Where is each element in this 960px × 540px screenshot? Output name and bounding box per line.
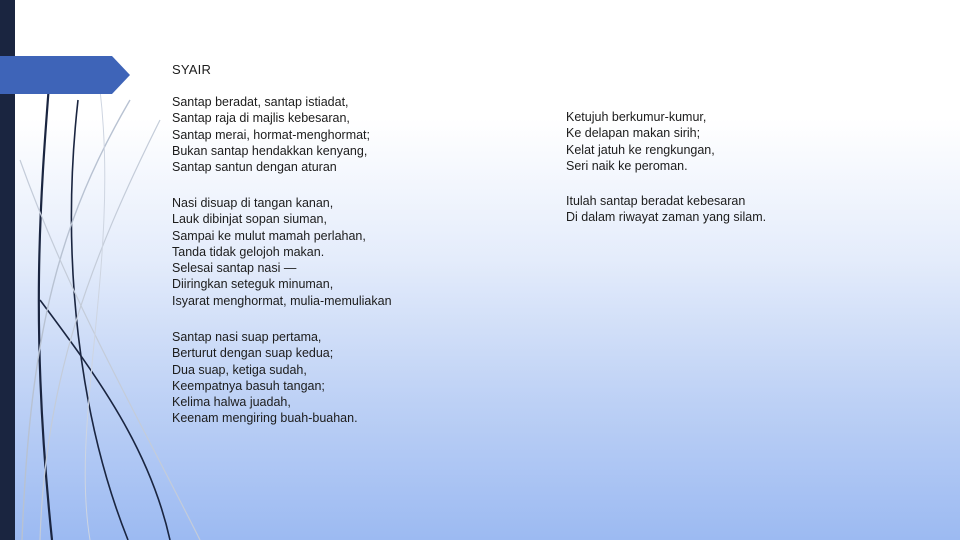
poem-line: Santap beradat, santap istiadat, [172, 95, 349, 109]
poem-line: Sampai ke mulut mamah perlahan, [172, 228, 366, 243]
poem-line: Ketujuh berkumur-kumur, [566, 110, 707, 124]
poem-line: Bukan santap hendakkan kenyang, [172, 143, 368, 158]
accent-tab [0, 56, 130, 94]
poem-stanza [172, 94, 370, 175]
curve-line [40, 300, 170, 540]
poem-line: Kelima halwa juadah, [172, 395, 291, 410]
poem-line: Diiringkan seteguk minuman, [172, 277, 334, 292]
poem-line: Santap raja di majlis kebesaran, [172, 111, 350, 126]
poem-stanza [566, 109, 715, 174]
poem-line: Berturut dengan suap kedua; [172, 346, 334, 361]
poem-line: Tanda tidak gelojoh makan. [172, 244, 325, 259]
poem-stanza [566, 193, 766, 226]
poem-line: Selesai santap nasi — [172, 261, 297, 276]
curve-line [22, 100, 130, 540]
poem-stanza [172, 329, 358, 427]
poem-line: Di dalam riwayat zaman yang silam. [566, 210, 767, 225]
poem-stanza [172, 195, 392, 309]
poem-line: Keempatnya basuh tangan; [172, 378, 325, 393]
poem-line: Santap santun dengan aturan [172, 160, 337, 175]
poem-line: Keenam mengiring buah-buahan. [172, 411, 358, 426]
curve-line [40, 120, 160, 540]
poem-line: Kelat jatuh ke rengkungan, [566, 142, 715, 157]
slide-title: SYAIR [172, 62, 212, 77]
poem-line: Seri naik ke peroman. [566, 158, 688, 173]
poem-line: Dua suap, ketiga sudah, [172, 362, 307, 377]
poem-line: Itulah santap beradat kebesaran [566, 194, 746, 208]
curve-line [39, 72, 52, 540]
poem-line: Santap nasi suap pertama, [172, 330, 322, 344]
curve-line [71, 100, 128, 540]
poem-line: Santap merai, hormat-menghormat; [172, 127, 371, 142]
poem-line: Isyarat menghormat, mulia-memuliakan [172, 293, 392, 308]
poem-line: Lauk dibinjat sopan siuman, [172, 212, 327, 227]
curve-line [85, 90, 105, 540]
poem-line: Ke delapan makan sirih; [566, 126, 701, 141]
poem-line: Nasi disuap di tangan kanan, [172, 196, 334, 210]
